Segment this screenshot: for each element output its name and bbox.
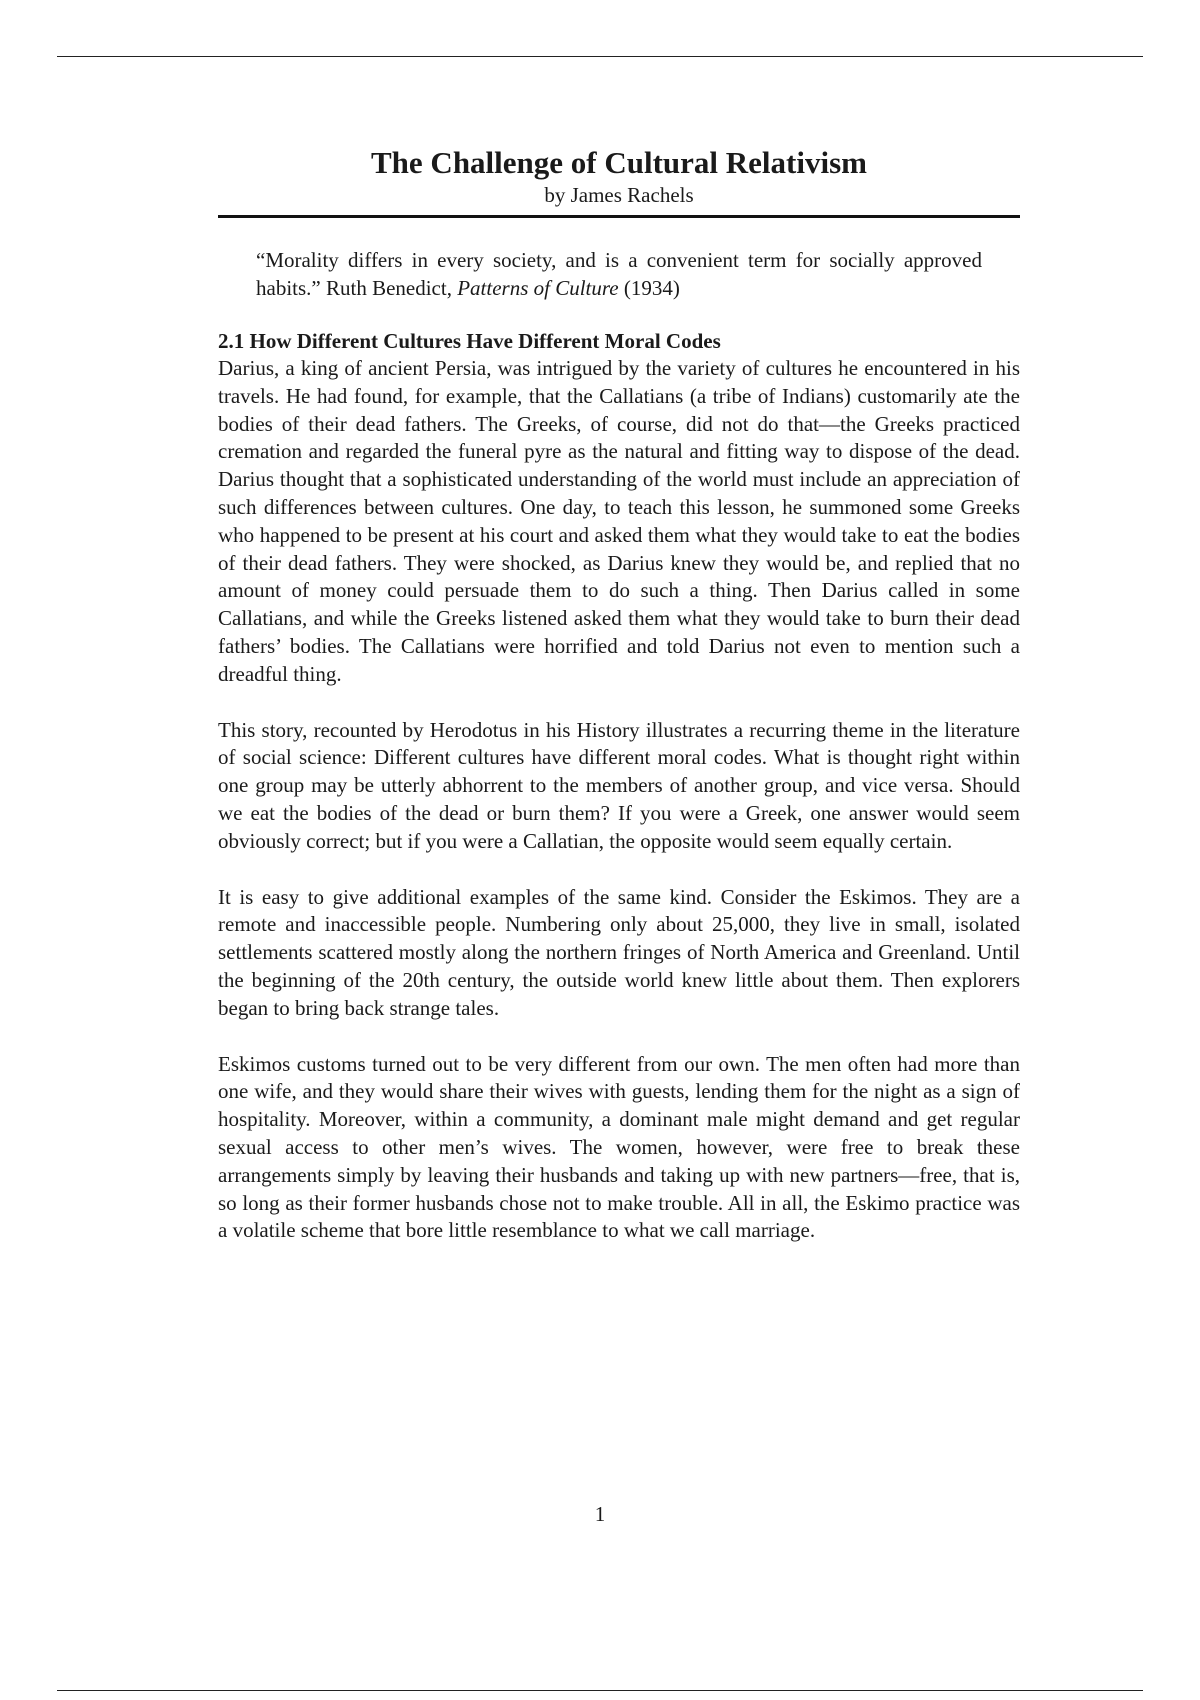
page-number: 1 <box>594 1502 606 1526</box>
paragraph-2: This story, recounted by Herodotus in his History illustrates a recurring theme in the literature of social science: Different cultures have different moral codes. What is thought right within one group may be utterly abhorrent to the members of another group, and vice versa. Should we eat the bodies of the dead or burn them? If you were a Greek, one answer would seem obviously correct; but if you were a Callatian, the opposite would seem equally certain. <box>218 717 1020 853</box>
section-heading: 2.1 How Different Cultures Have Different Moral Codes <box>218 329 721 353</box>
epigraph-quote: “Morality differs in every society, and is a convenient term for socially approved habits.” Ruth Benedict, <box>256 248 982 300</box>
title-underline <box>218 215 1020 218</box>
epigraph <box>256 246 982 302</box>
epigraph-year: (1934) <box>618 276 680 300</box>
paragraph-4: Eskimos customs turned out to be very different from our own. The men often had more than one wife, and they would share their wives with guests, lending them for the night as a sign of hospitality. Moreover, within a community, a dominant male might demand and get regular sexual access to other men’s wives. The women, however, were free to break these arrangements simply by leaving their husbands and taking up with new partners—free, that is, so long as their former husbands chose not to make trouble. All in all, the Eskimo practice was a volatile scheme that bore little resemblance to what we call marriage. <box>218 1051 1020 1243</box>
epigraph-work-title: Patterns of Culture <box>457 276 619 300</box>
bottom-rule <box>57 1690 1143 1691</box>
paragraph-3: It is easy to give additional examples of the same kind. Consider the Eskimos. They are a remote and inaccessible people. Numbering only about 25,000, they live in small, isolated settlements scattered mostly along the northern fringes of North America and Greenland. Until the beginning of the 20th century, the outside world knew little about them. Then explorers began to bring back strange tales. <box>218 884 1020 1020</box>
paragraph-1: Darius, a king of ancient Persia, was intrigued by the variety of cultures he encountered in his travels. He had found, for example, that the Callatians (a tribe of Indians) customarily ate the bodies of their dead fathers. The Greeks, of course, did not do that—the Greeks practiced cremation and regarded the funeral pyre as the natural and fitting way to dispose of the dead. Darius thought that a sophisticated understanding of the world must include an appreciation of such differences between cultures. One day, to teach this lesson, he summoned some Greeks who happened to be present at his court and asked them what they would take to eat the bodies of their dead fathers. They were shocked, as Darius knew they would be, and replied that no amount of money could persuade them to do such a thing. Then Darius called in some Callatians, and while the Greeks listened asked them what they would take to burn their dead fathers’ bodies. The Callatians were horrified and told Darius not even to mention such a dreadful thing. <box>218 356 1020 686</box>
top-rule <box>57 56 1143 57</box>
document-title: The Challenge of Cultural Relativism <box>371 145 867 180</box>
author-byline: by James Rachels <box>544 183 694 207</box>
document-page <box>218 144 1020 1273</box>
